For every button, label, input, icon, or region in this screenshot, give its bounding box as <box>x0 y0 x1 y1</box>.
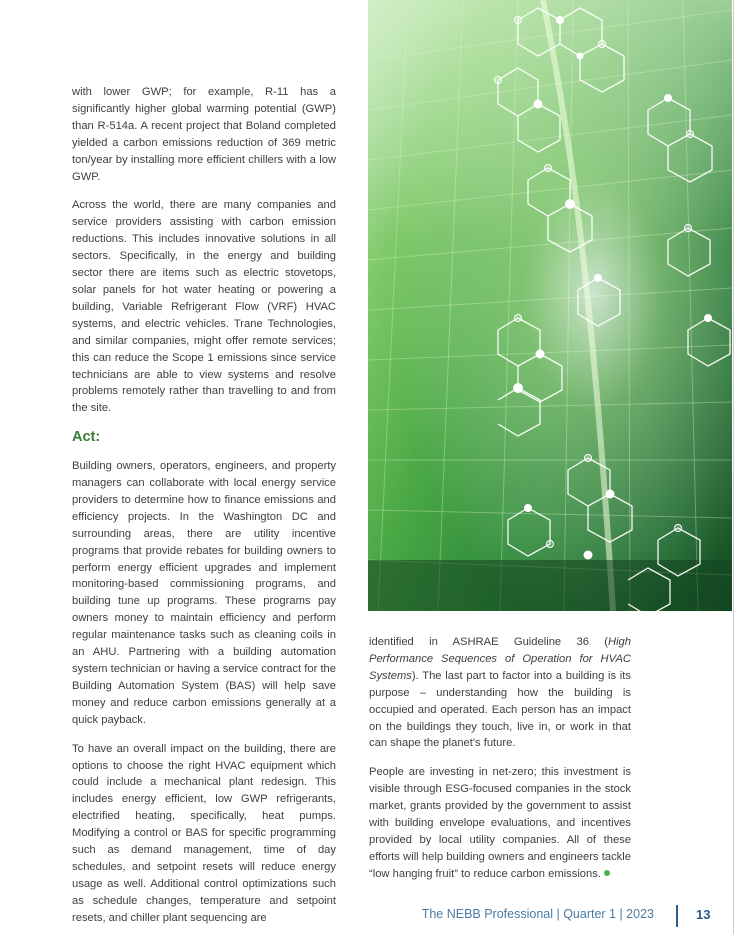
guideline-title: High Performance Sequences of Operation for HVAC Systems <box>369 636 631 682</box>
paragraph-net-zero <box>369 764 631 882</box>
paragraph-ashrae <box>369 634 631 752</box>
footer-divider <box>676 905 678 927</box>
section-heading-act: Act: <box>72 429 101 446</box>
building-photo-art <box>368 0 732 611</box>
left-text-column <box>72 84 336 939</box>
page-footer <box>400 905 720 927</box>
paragraph-gwp: with lower GWP; for example, R-11 has a significantly higher global warming potential (GWP) than R-514a. A recent project that Boland completed yielded a carbon emissions reduction of 369 metric ton/year by installing more efficient chillers with a low GWP. <box>72 86 336 183</box>
net-zero-text: People are investing in net-zero; this investment is visible through ESG-focused companies in the stock market, grants provided by the government to assist with building envelope evaluations, and incentives provided by local utility companies. All of these efforts will help building owners and engineers tackle “low hanging fruit” to reduce carbon emissions. <box>369 766 631 880</box>
end-of-article-dot-icon <box>604 870 610 876</box>
ashrae-text-end: ). The last part to factor into a building is its purpose – understanding how the building is occupied and operated. Each person has an impact on the buildings they touch, live in, or work in that can shape the planet's future. <box>369 669 631 750</box>
building-photo <box>368 0 732 611</box>
publication-info: The NEBB Professional | Quarter 1 | 2023 <box>421 907 654 921</box>
right-text-column <box>369 634 631 895</box>
page-number: 13 <box>696 907 711 922</box>
ashrae-text-start: identified in ASHRAE Guideline 36 ( <box>369 636 608 648</box>
paragraph-companies: Across the world, there are many companies and service providers assisting with carbon emission reductions. This includes innovative solutions in all sectors. Specifically, in the energy and building sector there are items such as electric stovetops, solar panels for hot water heating or powering a building, Variable Refrigerant Flow (VRF) HVAC systems, and electric vehicles. Trane Technologies, and similar companies, might offer remote services; this can reduce the Scope 1 emissions since service technicians are able to view systems and resolve problems remotely rather than travelling to and from the site. <box>72 199 336 415</box>
paragraph-overall-impact: To have an overall impact on the building, there are options to choose the right HVAC equipment which could include a mechanical plant redesign. This includes energy efficient, low GWP refrigerants, electrified heating, specifically, heat pumps. Modifying a control or BAS for specific programming such as demand management, time of day schedules, and setpoint resets will reduce energy usage as well. Additional control optimizations such as schedule changes, temperature and setpoint resets, and chiller plant sequencing are <box>72 742 336 924</box>
paragraph-collaborate: Building owners, operators, engineers, and property managers can collaborate with local energy service providers to determine how to finance emissions and efficiency projects. In the Washington DC and surrounding areas, there are utility incentive programs that provide rebates for building owners to perform energy efficient upgrades and implement monitoring-based commissioning programs, and building tune up programs. These programs pay owners money to maintain efficiency and perform regular maintenance tasks such as cleaning coils in an AHU. Partnering with a building automation system technician or having a service contract for the Building Automation System (BAS) will help save money and reduce carbon emissions generally at a quick payback. <box>72 460 336 726</box>
